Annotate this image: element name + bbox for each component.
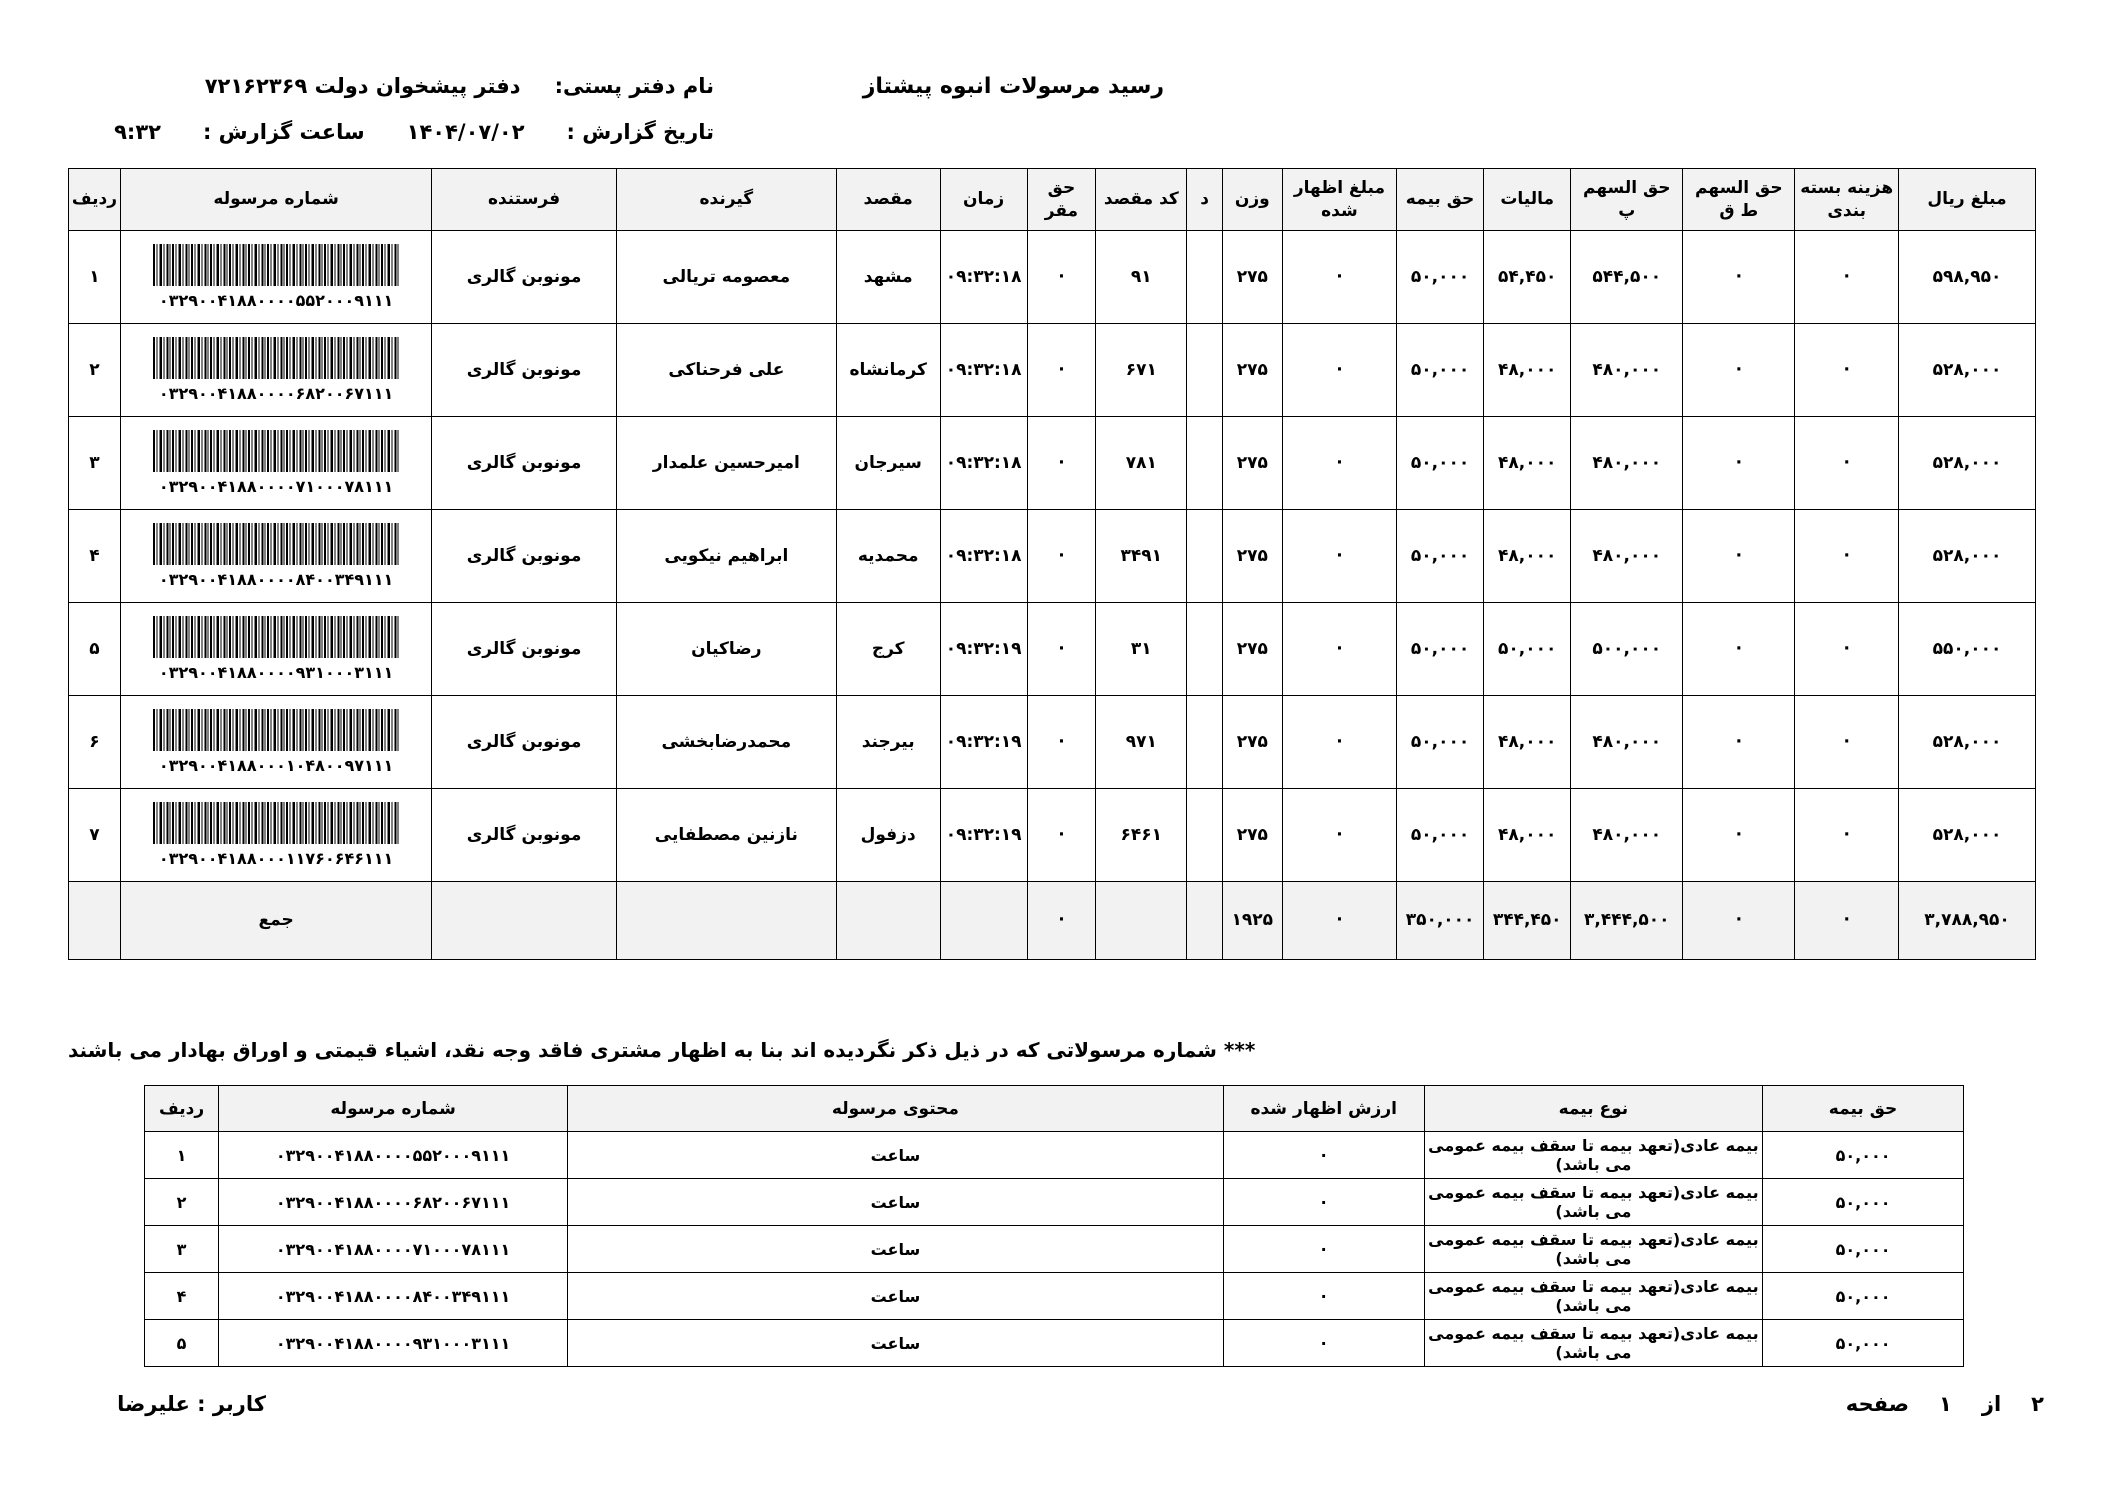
declaration-notice [68,1038,2036,1062]
cell-time: ۰۹:۳۲:۱۸ [940,510,1027,603]
insurance-row [145,1273,1964,1320]
total-cell-sender [432,882,617,960]
cell-index: ۳ [69,417,121,510]
ins-cell-type: بیمه عادی(تعهد بیمه تا سقف بیمه عمومی می باشد) [1424,1132,1762,1179]
cell-declared: · [1282,417,1396,510]
ins-col-index: ردیف [145,1086,219,1132]
total-cell-destination [836,882,940,960]
cell-hq-fee: · [1027,789,1095,882]
ins-cell-content: ساعت [568,1132,1224,1179]
cell-share-p: ۴۸۰,۰۰۰ [1571,417,1683,510]
insurance-row [145,1179,1964,1226]
page-title: رسید مرسولات انبوه پیشتاز [862,74,1164,99]
cell-amount: ۵۲۸,۰۰۰ [1899,696,2036,789]
barcode-icon [153,244,399,286]
cell-d [1187,696,1222,789]
document-header [0,62,2104,172]
cell-tax: ۴۸,۰۰۰ [1484,696,1571,789]
cell-hq-fee: · [1027,324,1095,417]
cell-dest-code: ۳۴۹۱ [1096,510,1187,603]
ins-cell-index: ۳ [145,1226,219,1273]
table-row [69,789,2036,882]
tracking-number: ۰۳۲۹۰۰۴۱۸۸۰۰۰۰۹۳۱۰۰۰۳۱۱۱ [158,663,394,683]
cell-weight: ۲۷۵ [1222,789,1282,882]
ins-cell-index: ۱ [145,1132,219,1179]
ins-cell-index: ۵ [145,1320,219,1367]
cell-destination: دزفول [836,789,940,882]
cell-insurance: ۵۰,۰۰۰ [1396,696,1483,789]
cell-share-p: ۴۸۰,۰۰۰ [1571,789,1683,882]
cell-index: ۲ [69,324,121,417]
col-weight: وزن [1222,169,1282,231]
ins-cell-type: بیمه عادی(تعهد بیمه تا سقف بیمه عمومی می باشد) [1424,1226,1762,1273]
cell-d [1187,510,1222,603]
cell-share-tq: · [1683,510,1795,603]
ins-cell-index: ۲ [145,1179,219,1226]
cell-declared: · [1282,789,1396,882]
office-info-row [205,74,714,98]
cell-tax: ۴۸,۰۰۰ [1484,510,1571,603]
ins-cell-fee: ۵۰,۰۰۰ [1763,1132,1964,1179]
report-date-label: تاریخ گزارش : [566,120,714,144]
col-destination: مقصد [836,169,940,231]
cell-dest-code: ۶۴۶۱ [1096,789,1187,882]
cell-amount: ۵۲۸,۰۰۰ [1899,510,2036,603]
total-cell-share-p: ۳,۴۴۴,۵۰۰ [1571,882,1683,960]
cell-packaging: · [1795,603,1899,696]
cell-packaging: · [1795,510,1899,603]
cell-declared: · [1282,510,1396,603]
col-packaging: هزینه بسته بندی [1795,169,1899,231]
cell-insurance: ۵۰,۰۰۰ [1396,231,1483,324]
page-current: ۱ [1939,1392,1952,1416]
total-cell-receiver [616,882,836,960]
total-label: جمع [121,882,432,960]
cell-weight: ۲۷۵ [1222,417,1282,510]
cell-weight: ۲۷۵ [1222,510,1282,603]
col-tracking: شماره مرسوله [121,169,432,231]
insurance-table [144,1085,1964,1367]
cell-time: ۰۹:۳۲:۱۸ [940,417,1027,510]
cell-share-p: ۴۸۰,۰۰۰ [1571,696,1683,789]
cell-sender: مونوبن گالری [432,324,617,417]
barcode-icon [153,709,399,751]
tracking-number: ۰۳۲۹۰۰۴۱۸۸۰۰۰۰۶۸۲۰۰۶۷۱۱۱ [158,384,394,404]
ins-cell-type: بیمه عادی(تعهد بیمه تا سقف بیمه عمومی می باشد) [1424,1273,1762,1320]
insurance-table-body [145,1132,1964,1367]
col-index: ردیف [69,169,121,231]
cell-declared: · [1282,603,1396,696]
ins-cell-tracking: ۰۳۲۹۰۰۴۱۸۸۰۰۰۰۸۴۰۰۳۴۹۱۱۱ [219,1273,568,1320]
ins-cell-declared-value: · [1223,1320,1424,1367]
cell-index: ۴ [69,510,121,603]
cell-sender: مونوبن گالری [432,603,617,696]
barcode-icon [153,430,399,472]
ins-cell-index: ۴ [145,1273,219,1320]
col-tax: مالیات [1484,169,1571,231]
ins-cell-fee: ۵۰,۰۰۰ [1763,1273,1964,1320]
footer-user: کاربر : علیرضا [117,1392,266,1416]
col-dest-code: کد مقصد [1096,169,1187,231]
cell-hq-fee: · [1027,603,1095,696]
total-cell-tax: ۳۴۴,۴۵۰ [1484,882,1571,960]
cell-weight: ۲۷۵ [1222,696,1282,789]
report-time-value: ۹:۳۲ [114,120,161,144]
cell-insurance: ۵۰,۰۰۰ [1396,324,1483,417]
total-cell-amount: ۳,۷۸۸,۹۵۰ [1899,882,2036,960]
ins-cell-tracking: ۰۳۲۹۰۰۴۱۸۸۰۰۰۰۹۳۱۰۰۰۳۱۱۱ [219,1320,568,1367]
page-label: صفحه [1845,1392,1910,1416]
tracking-number: ۰۳۲۹۰۰۴۱۸۸۰۰۰۰۸۴۰۰۳۴۹۱۱۱ [158,570,394,590]
col-hq-fee: حق مقر [1027,169,1095,231]
document-footer [0,1392,2104,1426]
shipments-table-container [68,168,2036,960]
cell-receiver: نازنین مصطفایی [616,789,836,882]
footer-pagination [1846,1392,2044,1416]
insurance-row [145,1226,1964,1273]
cell-share-tq: · [1683,789,1795,882]
total-cell-hq-fee: · [1027,882,1095,960]
cell-declared: · [1282,696,1396,789]
ins-cell-content: ساعت [568,1179,1224,1226]
tracking-number: ۰۳۲۹۰۰۴۱۸۸۰۰۰۰۷۱۰۰۰۷۸۱۱۱ [158,477,394,497]
cell-weight: ۲۷۵ [1222,324,1282,417]
cell-receiver: رضاکیان [616,603,836,696]
ins-cell-type: بیمه عادی(تعهد بیمه تا سقف بیمه عمومی می باشد) [1424,1179,1762,1226]
cell-d [1187,789,1222,882]
cell-weight: ۲۷۵ [1222,231,1282,324]
total-cell-share-tq: · [1683,882,1795,960]
cell-tax: ۵۴,۴۵۰ [1484,231,1571,324]
cell-sender: مونوبن گالری [432,231,617,324]
cell-share-tq: · [1683,417,1795,510]
cell-receiver: معصومه تریالی [616,231,836,324]
cell-tracking [121,510,432,603]
cell-index: ۷ [69,789,121,882]
cell-tracking [121,417,432,510]
cell-hq-fee: · [1027,231,1095,324]
cell-time: ۰۹:۳۲:۱۸ [940,324,1027,417]
cell-share-tq: · [1683,603,1795,696]
ins-cell-tracking: ۰۳۲۹۰۰۴۱۸۸۰۰۰۰۷۱۰۰۰۷۸۱۱۱ [219,1226,568,1273]
col-declared: مبلغ اظهار شده [1282,169,1396,231]
cell-tax: ۵۰,۰۰۰ [1484,603,1571,696]
total-cell-insurance: ۳۵۰,۰۰۰ [1396,882,1483,960]
cell-tracking [121,789,432,882]
tracking-number: ۰۳۲۹۰۰۴۱۸۸۰۰۰۱۰۴۸۰۰۹۷۱۱۱ [158,756,394,776]
cell-share-tq: · [1683,324,1795,417]
cell-share-tq: · [1683,231,1795,324]
insurance-row [145,1320,1964,1367]
office-label: نام دفتر پستی: [554,74,714,98]
cell-receiver: ابراهیم نیکویی [616,510,836,603]
cell-time: ۰۹:۳۲:۱۹ [940,603,1027,696]
ins-cell-type: بیمه عادی(تعهد بیمه تا سقف بیمه عمومی می باشد) [1424,1320,1762,1367]
cell-sender: مونوبن گالری [432,789,617,882]
total-cell-declared: · [1282,882,1396,960]
ins-cell-declared-value: · [1223,1179,1424,1226]
ins-col-fee: حق بیمه [1763,1086,1964,1132]
cell-tracking [121,696,432,789]
ins-cell-content: ساعت [568,1226,1224,1273]
report-date-value: ۱۴۰۴/۰۷/۰۲ [406,120,525,144]
cell-insurance: ۵۰,۰۰۰ [1396,603,1483,696]
cell-destination: محمدیه [836,510,940,603]
total-cell-packaging: · [1795,882,1899,960]
cell-time: ۰۹:۳۲:۱۹ [940,696,1027,789]
cell-destination: مشهد [836,231,940,324]
cell-hq-fee: · [1027,510,1095,603]
cell-share-p: ۵۴۴,۵۰۰ [1571,231,1683,324]
cell-amount: ۵۲۸,۰۰۰ [1899,789,2036,882]
cell-destination: سیرجان [836,417,940,510]
col-share-tq: حق السهم ط ق [1683,169,1795,231]
cell-packaging: · [1795,696,1899,789]
tracking-number: ۰۳۲۹۰۰۴۱۸۸۰۰۰۱۱۷۶۰۶۴۶۱۱۱ [158,849,394,869]
cell-time: ۰۹:۳۲:۱۸ [940,231,1027,324]
ins-cell-fee: ۵۰,۰۰۰ [1763,1226,1964,1273]
cell-insurance: ۵۰,۰۰۰ [1396,417,1483,510]
cell-share-p: ۴۸۰,۰۰۰ [1571,324,1683,417]
col-share-p: حق السهم پ [1571,169,1683,231]
insurance-header-row [145,1086,1964,1132]
barcode-icon [153,337,399,379]
cell-d [1187,231,1222,324]
ins-col-type: نوع بیمه [1424,1086,1762,1132]
cell-destination: بیرجند [836,696,940,789]
cell-dest-code: ۷۸۱ [1096,417,1187,510]
table-row [69,417,2036,510]
ins-cell-content: ساعت [568,1320,1224,1367]
cell-amount: ۵۵۰,۰۰۰ [1899,603,2036,696]
table-total-row [69,882,2036,960]
barcode-icon [153,523,399,565]
ins-col-declared-value: ارزش اظهار شده [1223,1086,1424,1132]
cell-tax: ۴۸,۰۰۰ [1484,789,1571,882]
cell-tax: ۴۸,۰۰۰ [1484,324,1571,417]
ins-cell-declared-value: · [1223,1226,1424,1273]
report-datetime-row [114,120,714,144]
tracking-number: ۰۳۲۹۰۰۴۱۸۸۰۰۰۰۵۵۲۰۰۰۹۱۱۱ [158,291,394,311]
cell-packaging: · [1795,231,1899,324]
ins-cell-content: ساعت [568,1273,1224,1320]
total-cell-dest-code [1096,882,1187,960]
cell-receiver: امیرحسین علمدار [616,417,836,510]
col-d: د [1187,169,1222,231]
shipments-table [68,168,2036,960]
declaration-notice-text: *** شماره مرسولاتی که در ذیل ذکر نگردیده اند بنا به اظهار مشتری فاقد وجه نقد، اشیاء قیمتی و اوراق بهادار می باشند [68,1038,1256,1062]
insurance-table-container [144,1085,1964,1367]
table-row [69,696,2036,789]
cell-tax: ۴۸,۰۰۰ [1484,417,1571,510]
col-time: زمان [940,169,1027,231]
cell-dest-code: ۶۷۱ [1096,324,1187,417]
ins-cell-fee: ۵۰,۰۰۰ [1763,1179,1964,1226]
cell-tracking [121,324,432,417]
cell-share-p: ۵۰۰,۰۰۰ [1571,603,1683,696]
cell-share-tq: · [1683,696,1795,789]
cell-d [1187,324,1222,417]
ins-col-tracking: شماره مرسوله [219,1086,568,1132]
report-time-label: ساعت گزارش : [202,120,365,144]
cell-hq-fee: · [1027,696,1095,789]
cell-index: ۵ [69,603,121,696]
page-of: از [1981,1392,2002,1416]
ins-cell-declared-value: · [1223,1132,1424,1179]
page-total: ۲ [2031,1392,2044,1416]
cell-destination: کرج [836,603,940,696]
cell-sender: مونوبن گالری [432,696,617,789]
cell-amount: ۵۲۸,۰۰۰ [1899,324,2036,417]
cell-packaging: · [1795,417,1899,510]
table-header-row [69,169,2036,231]
col-amount: مبلغ ریال [1899,169,2036,231]
cell-receiver: علی فرحناکی [616,324,836,417]
cell-destination: کرمانشاه [836,324,940,417]
cell-sender: مونوبن گالری [432,510,617,603]
total-cell-time [940,882,1027,960]
cell-index: ۱ [69,231,121,324]
cell-dest-code: ۳۱ [1096,603,1187,696]
cell-weight: ۲۷۵ [1222,603,1282,696]
cell-declared: · [1282,231,1396,324]
ins-col-content: محتوی مرسوله [568,1086,1224,1132]
shipments-table-body [69,231,2036,960]
cell-d [1187,417,1222,510]
cell-dest-code: ۹۷۱ [1096,696,1187,789]
cell-time: ۰۹:۳۲:۱۹ [940,789,1027,882]
cell-dest-code: ۹۱ [1096,231,1187,324]
cell-amount: ۵۲۸,۰۰۰ [1899,417,2036,510]
barcode-icon [153,616,399,658]
col-sender: فرستنده [432,169,617,231]
table-row [69,231,2036,324]
total-index [69,882,121,960]
col-insurance: حق بیمه [1396,169,1483,231]
table-row [69,603,2036,696]
table-row [69,510,2036,603]
ins-cell-tracking: ۰۳۲۹۰۰۴۱۸۸۰۰۰۰۵۵۲۰۰۰۹۱۱۱ [219,1132,568,1179]
cell-share-p: ۴۸۰,۰۰۰ [1571,510,1683,603]
table-row [69,324,2036,417]
cell-packaging: · [1795,324,1899,417]
total-cell-d [1187,882,1222,960]
barcode-icon [153,802,399,844]
ins-cell-tracking: ۰۳۲۹۰۰۴۱۸۸۰۰۰۰۶۸۲۰۰۶۷۱۱۱ [219,1179,568,1226]
cell-tracking [121,231,432,324]
cell-sender: مونوبن گالری [432,417,617,510]
cell-hq-fee: · [1027,417,1095,510]
cell-insurance: ۵۰,۰۰۰ [1396,789,1483,882]
insurance-row [145,1132,1964,1179]
cell-insurance: ۵۰,۰۰۰ [1396,510,1483,603]
office-value: دفتر پیشخوان دولت ۷۲۱۶۲۳۶۹ [204,74,521,98]
ins-cell-fee: ۵۰,۰۰۰ [1763,1320,1964,1367]
cell-declared: · [1282,324,1396,417]
cell-receiver: محمدرضابخشی [616,696,836,789]
total-cell-weight: ۱۹۲۵ [1222,882,1282,960]
col-receiver: گیرنده [616,169,836,231]
cell-index: ۶ [69,696,121,789]
cell-d [1187,603,1222,696]
ins-cell-declared-value: · [1223,1273,1424,1320]
cell-tracking [121,603,432,696]
cell-amount: ۵۹۸,۹۵۰ [1899,231,2036,324]
cell-packaging: · [1795,789,1899,882]
